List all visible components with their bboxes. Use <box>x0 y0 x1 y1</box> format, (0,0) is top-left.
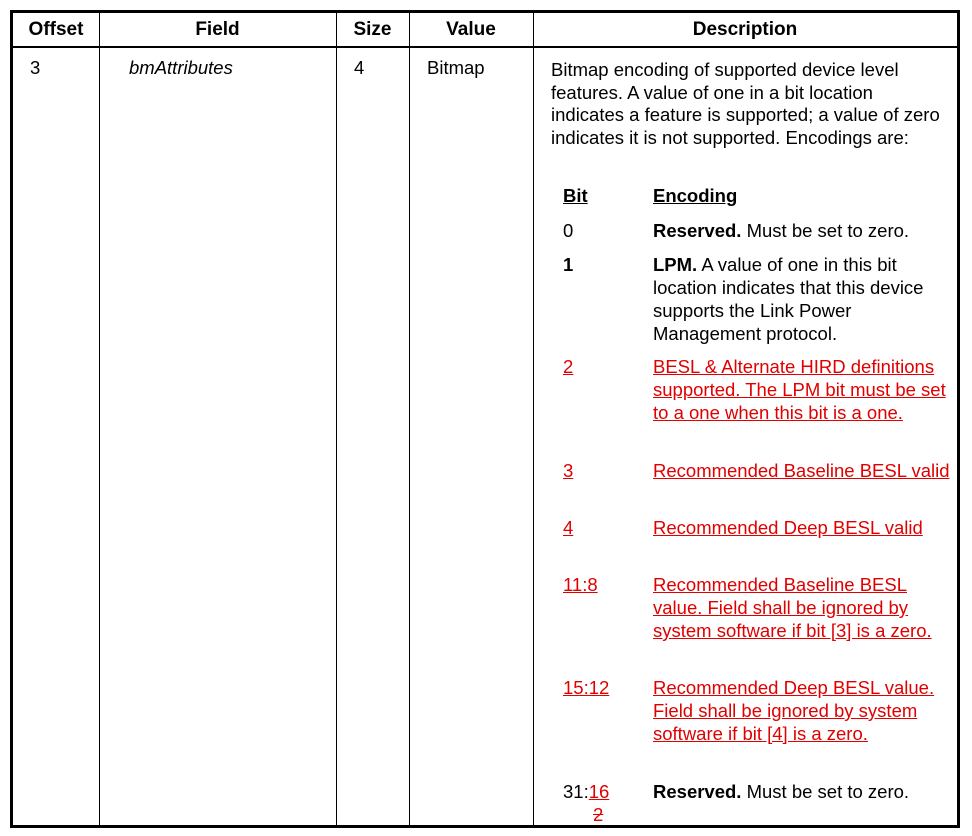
encoding-text: Must be set to zero. <box>741 220 910 241</box>
bit-value <box>563 780 609 826</box>
bit-value: 0 <box>563 220 574 241</box>
encoding-bold: LPM. <box>653 254 698 275</box>
header-field: Field <box>195 19 240 40</box>
header-size: Size <box>353 19 392 40</box>
cell-field: bmAttributes <box>129 57 233 78</box>
bit-value: 2 <box>563 356 574 377</box>
bit-value: 1 <box>563 254 574 275</box>
encoding-text: A value of one in this bit location indicates that this device supports the Link Power Management protocol. <box>653 254 924 344</box>
column-divider <box>533 13 534 825</box>
encoding-description: Recommended Deep BESL value. Field shall be ignored by system software if bit [4] is a zero. <box>653 677 935 744</box>
bit-inserted: 16 <box>588 781 610 802</box>
cell-size: 4 <box>354 57 365 78</box>
bit-value: 15:12 <box>563 677 610 698</box>
encoding-description <box>653 219 951 242</box>
cell-description: Bitmap encoding of supported device level features. A value of one in a bit location indicates a feature is supported; a value of zero indicates it is not supported. Encodings are: <box>551 59 940 148</box>
attributes-table <box>10 10 960 828</box>
bit-deleted: 2 <box>593 804 604 825</box>
encoding-description: Recommended Baseline BESL value. Field shall be ignored by system software if bit [3] is a zero. <box>653 574 932 641</box>
encoding-description: Recommended Deep BESL valid <box>653 517 923 538</box>
bit-value: 11:8 <box>563 574 598 595</box>
encoding-text: Must be set to zero. <box>741 781 910 802</box>
header-description: Description <box>692 19 798 40</box>
encoding-description <box>653 253 951 345</box>
encoding-header: Encoding <box>653 185 738 206</box>
encoding-description <box>653 780 951 803</box>
encoding-bit-header: Bit <box>563 185 588 206</box>
header-divider <box>13 46 957 48</box>
column-divider <box>99 13 100 825</box>
header-value: Value <box>446 19 496 40</box>
bit-value: 4 <box>563 517 574 538</box>
cell-value: Bitmap <box>427 57 485 78</box>
encoding-bold: Reserved. <box>653 220 742 241</box>
bit-prefix: 31: <box>563 781 589 802</box>
cell-offset: 3 <box>30 57 41 78</box>
column-divider <box>336 13 337 825</box>
encoding-bold: Reserved. <box>653 781 742 802</box>
column-divider <box>409 13 410 825</box>
encoding-description: BESL & Alternate HIRD definitions supported. The LPM bit must be set to a one when this bit is a one. <box>653 356 946 423</box>
bit-value: 3 <box>563 460 574 481</box>
encoding-description: Recommended Baseline BESL valid <box>653 460 950 481</box>
header-offset: Offset <box>28 19 84 40</box>
